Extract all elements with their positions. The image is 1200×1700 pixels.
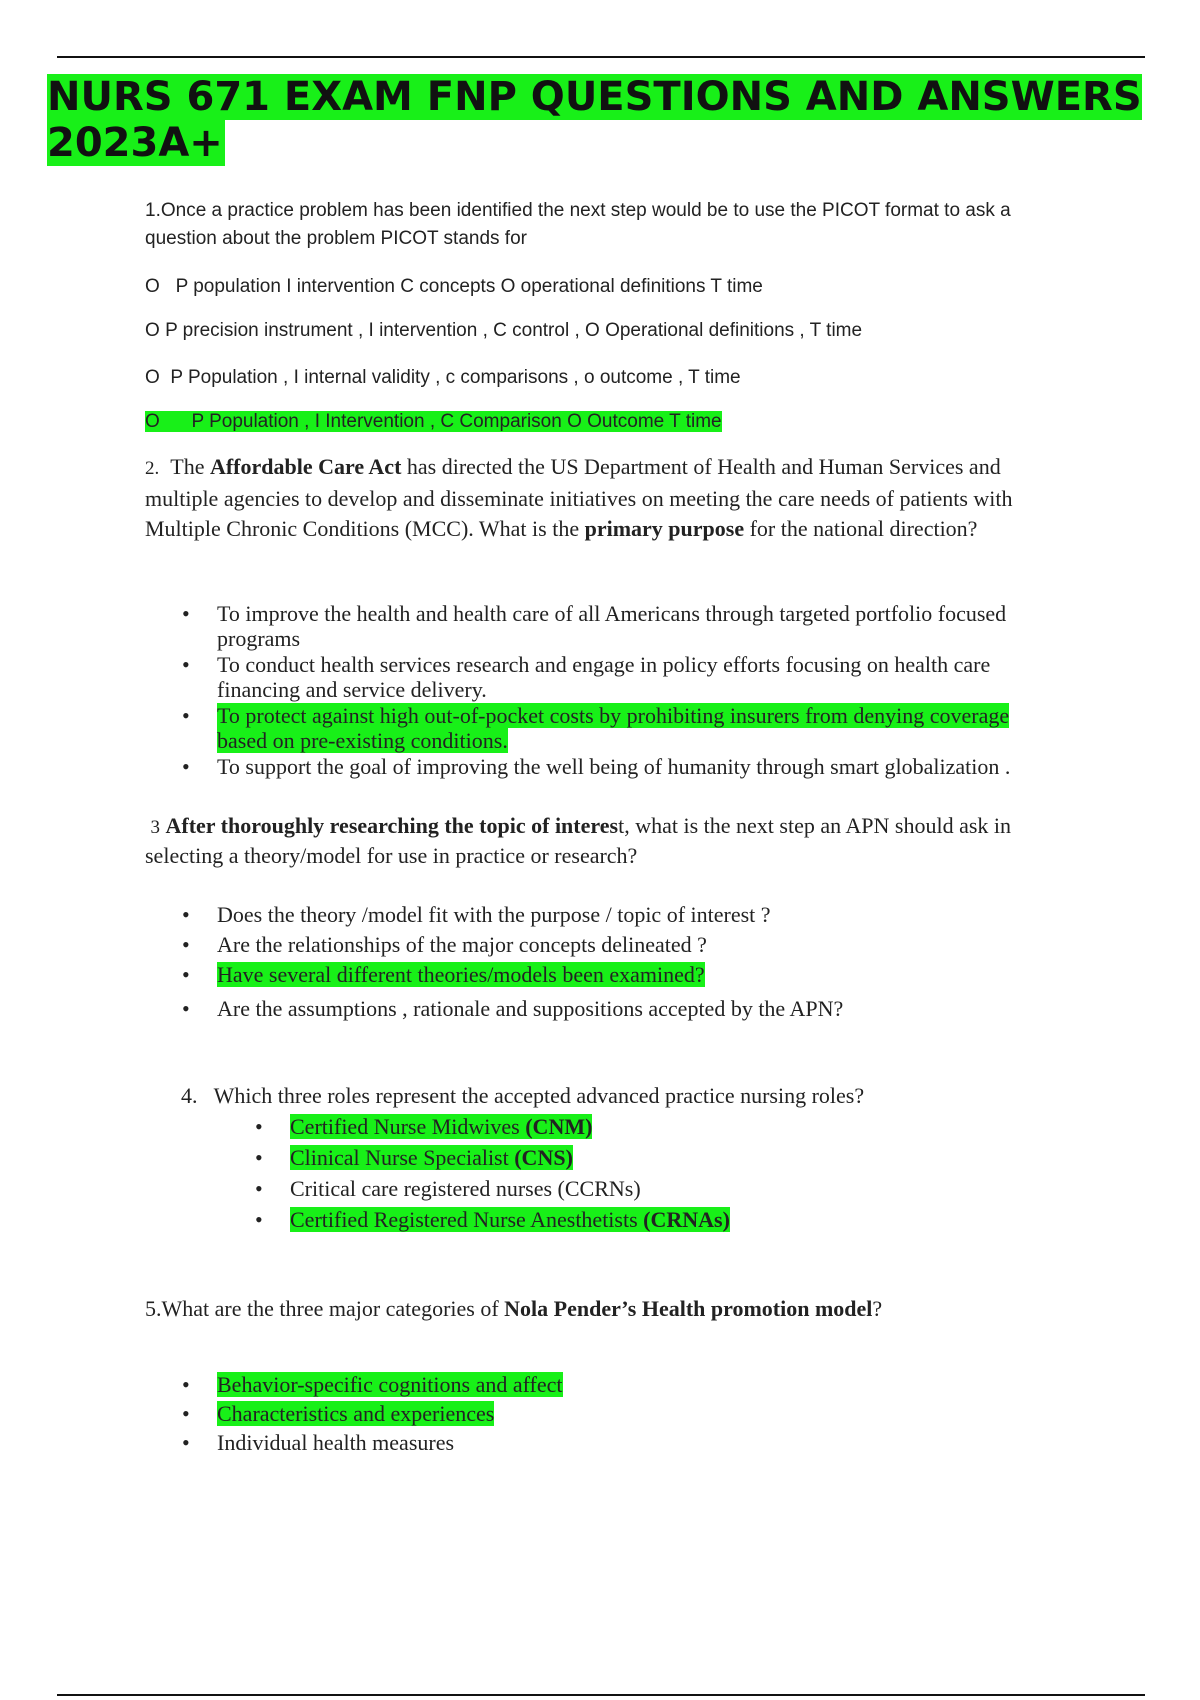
bottom-rule [57, 1694, 1145, 1696]
top-rule [57, 56, 1145, 58]
question-number: 5. [145, 1296, 162, 1321]
q4-option-correct: • Certified Registered Nurse Anesthetists (CRNAs) [218, 1204, 1018, 1235]
q4-option: • Critical care registered nurses (CCRNs) [218, 1173, 1018, 1204]
q5-options-list [145, 1370, 1045, 1457]
q2-options-list [145, 601, 1045, 780]
q3-option: • Are the assumptions , rationale and suppositions accepted by the APN? [145, 994, 1045, 1024]
question-1-text: 1.Once a practice problem has been identified the next step would be to use the PICOT format to ask a question about the problem PICOT stands for [145, 200, 1011, 249]
question-number: 1. [145, 200, 161, 221]
q2-option-correct: • To protect against high out-of-pocket costs by prohibiting insurers from denying coverage based on pre-existing conditions. [145, 703, 1045, 753]
question-4-text: 4. Which three roles represent the accepted advanced practice nursing roles? [181, 1083, 865, 1108]
q3-option: • Does the theory /model fit with the purpose / topic of interest ? [145, 900, 1045, 930]
question-5-text: 5.What are the three major categories of Nola Pender’s Health promotion model? [145, 1296, 883, 1321]
question-number: 3 [150, 817, 160, 838]
page-title: NURS 671 EXAM FNP QUESTIONS AND ANSWERS 2023A+ [47, 74, 1142, 166]
q3-option: • Are the relationships of the major concepts delineated ? [145, 930, 1045, 960]
q5-option-correct: • Behavior-specific cognitions and affect [145, 1370, 1045, 1399]
q1-option-c: O P Population , I internal validity , c comparisons , o outcome , T time [145, 367, 741, 388]
q1-option-a: O P population I intervention C concepts O operational definitions T time [145, 276, 763, 297]
question-number: 2. [145, 458, 160, 479]
q4-options-list [218, 1111, 1018, 1235]
question-3-text: 3 After thoroughly researching the topic of interest, what is the next step an APN should ask in selecting a theory/model for use in practice or research? [145, 813, 1012, 868]
q5-option-correct: • Characteristics and experiences [145, 1399, 1045, 1428]
q5-option: • Individual health measures [145, 1428, 1045, 1457]
q3-options-list [145, 900, 1045, 1024]
question-number: 4. [181, 1083, 198, 1108]
q2-option: • To conduct health services research and engage in policy efforts focusing on health care financing and service delivery. [145, 652, 1045, 702]
q1-option-b: O P precision instrument , I intervention , C control , O Operational definitions , T time [145, 320, 863, 341]
q4-option-correct: • Clinical Nurse Specialist (CNS) [218, 1142, 1018, 1173]
q2-option: • To improve the health and health care of all Americans through targeted portfolio focused programs [145, 601, 1045, 651]
q3-option-correct: • Have several different theories/models been examined? [145, 960, 1045, 990]
q1-option-d-correct: O P Population , I Intervention , C Comparison O Outcome T time [145, 411, 722, 432]
question-2-text: 2. The Affordable Care Act has directed the US Department of Health and Human Services and multiple agencies to develop and disseminate initiatives on meeting the care needs of patients with Multiple Chronic Conditions (MCC). What is the primary purpose for the national direction? [145, 454, 1013, 541]
q2-option: • To support the goal of improving the well being of humanity through smart globalization . [145, 754, 1045, 779]
q4-option-correct: • Certified Nurse Midwives (CNM) [218, 1111, 1018, 1142]
